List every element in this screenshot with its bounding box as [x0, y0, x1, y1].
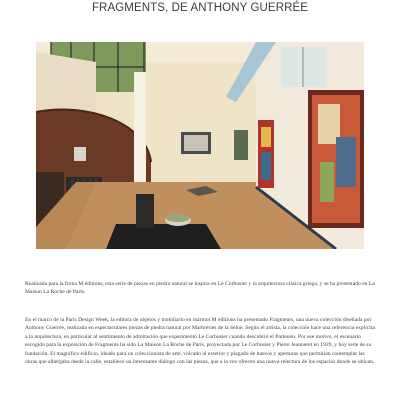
article-paragraph-body: En el marco de la Paris Design Week, la editora de objetos y mobiliario en mármol M éditions ha presentado Fragments, una nueva colección diseñada por Anthony Guerrée, realizada en espectaculares piezas de piedra natural por Marbreries de la Seine. Según el artista, la colección hace una referencia explícita a la arquitectura, en particular al sentimiento de admiración que experimentó Le Corbusier cuando descubrió el Partenón. Por ese motivo, el escenario escogido para la exposición de Fragments ha sido La Maison La Roche de París, proyectada por Le Corbusier y Pierre Jeanneret en 1929, y hoy sede de su fundación. El magnífico edificio, ideado para un coleccionista de arte, volcado al exterior y plagado de huecos y aperturas que permitían contemplar las obras que albergaba desde la calle, establece un interesante diálogo con las piezas, que a la vez ofrecen una nueva relectura de los espacios donde se ubican.: [25, 317, 375, 366]
article-title: FRAGMENTS, DE ANTHONY GUERRÉE: [91, 2, 309, 14]
maison-la-roche-interior-illustration: [36, 42, 364, 249]
article-photo: [36, 42, 364, 249]
article-paragraph-intro: Realizada para la firma M éditions, esta serie de piezas en piedra natural se inspira en Le Corbusier y la arquitectura clásica griega, y se ha presentado en La Maison La Roche de París.: [25, 281, 375, 296]
